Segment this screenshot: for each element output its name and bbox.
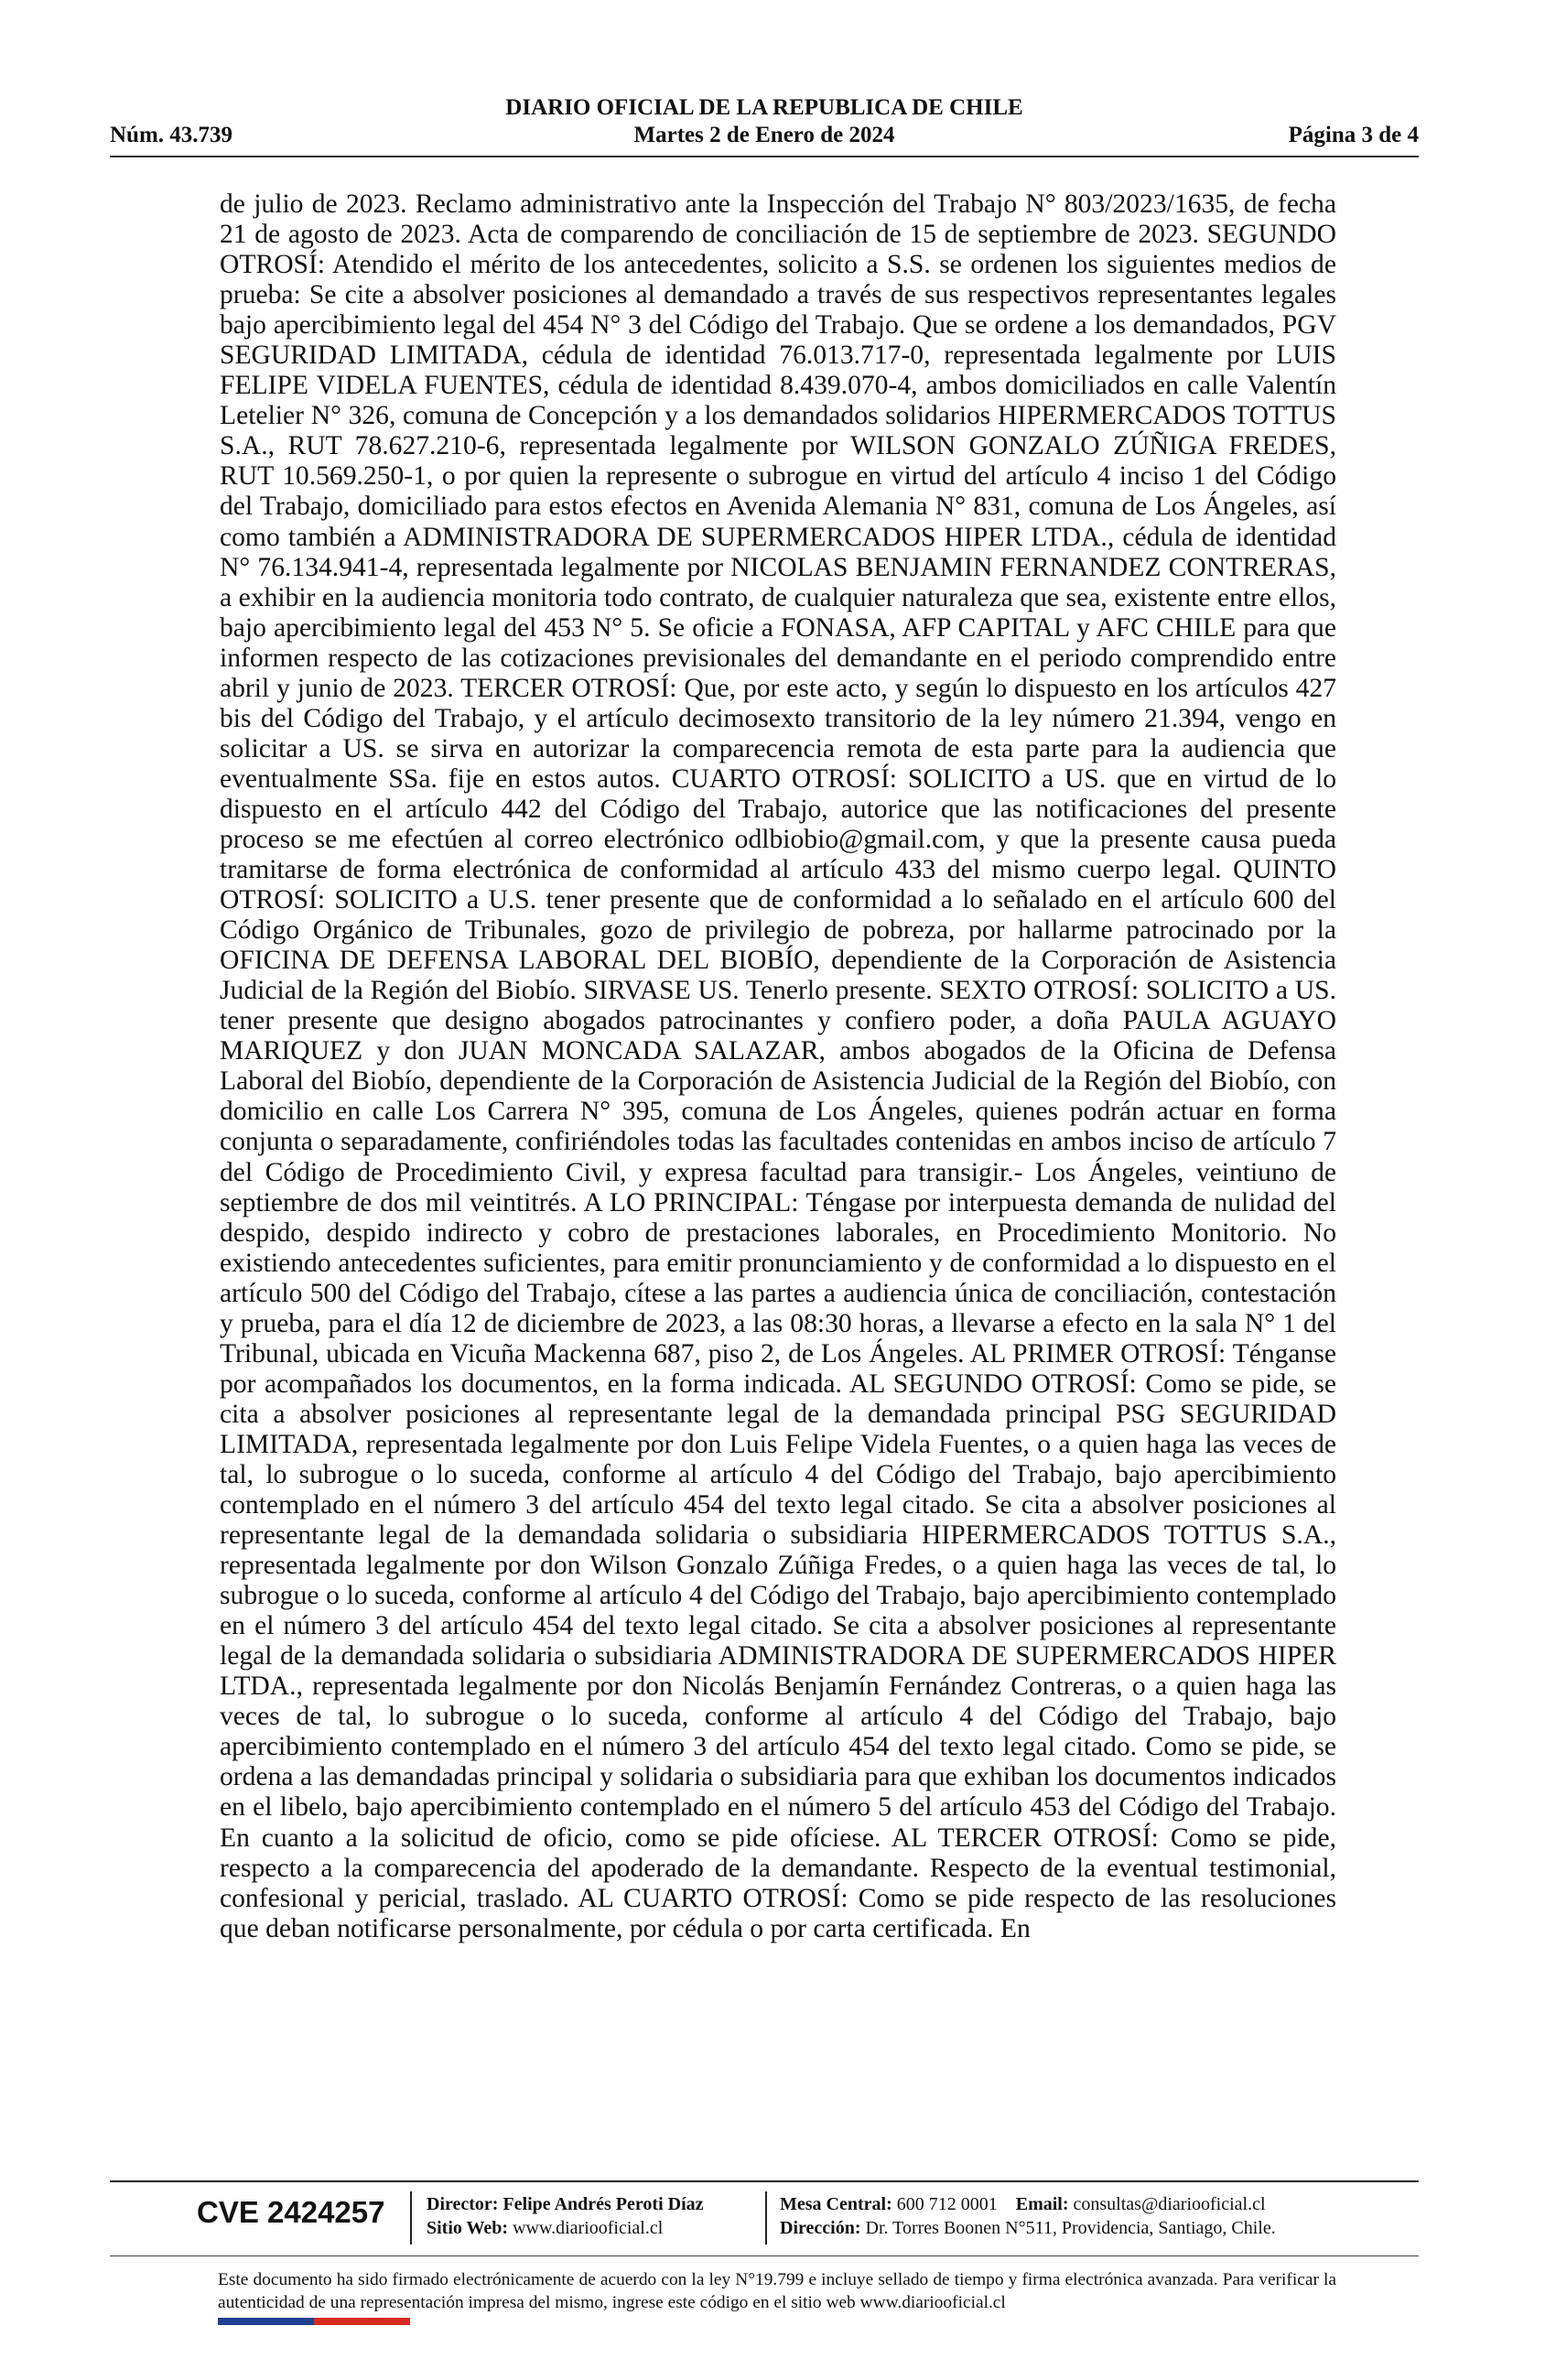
website-label: Sitio Web:	[427, 2218, 509, 2238]
footer-separator	[765, 2191, 767, 2245]
header-divider	[110, 156, 1419, 157]
footer-separator	[410, 2191, 412, 2245]
phone-number: 600 712 0001	[896, 2194, 998, 2214]
footer-director-block	[427, 2192, 704, 2240]
body-paragraph: de julio de 2023. Reclamo administrativo ante la Inspección del Trabajo N° 803/2023/1635, de fecha 21 de agosto de 2023. Acta de comparendo de conciliación de 15 de septiembre de 2023. SEGUNDO OTROSÍ: Atendido el mérito de los antecedentes, solicito a S.S. se ordenen los siguientes medios de prueba: Se cite a absolver posiciones al demandado a través de sus respectivos representantes legales bajo apercibimiento legal del 454 N° 3 del Código del Trabajo. Que se ordene a los demandados, PGV SEGURIDAD LIMITADA, cédula de identidad 76.013.717-0, representada legalmente por LUIS FELIPE VIDELA FUENTES, cédula de identidad 8.439.070-4, ambos domiciliados en calle Valentín Letelier N° 326, comuna de Concepción y a los demandados solidarios HIPERMERCADOS TOTTUS S.A., RUT 78.627.210-6, representada legalmente por WILSON GONZALO ZÚÑIGA FREDES, RUT 10.569.250-1, o por quien la represente o subrogue en virtud del artículo 4 inciso 1 del Código del Trabajo, domiciliado para estos efectos en Avenida Alemania N° 831, comuna de Los Ángeles, así como también a ADMINISTRADORA DE SUPERMERCADOS HIPER LTDA., cédula de identidad N° 76.134.941-4, representada legalmente por NICOLAS BENJAMIN FERNANDEZ CONTRERAS, a exhibir en la audiencia monitoria todo contrato, de cualquier naturaleza que sea, existente entre ellos, bajo apercibimiento legal del 453 N° 5. Se oficie a FONASA, AFP CAPITAL y AFC CHILE para que informen respecto de las cotizaciones previsionales del demandante en el periodo comprendido entre abril y junio de 2023. TERCER OTROSÍ: Que, por este acto, y según lo dispuesto en los artículos 427 bis del Código del Trabajo, y el artículo decimosexto transitorio de la ley número 21.394, vengo en solicitar a US. se sirva en autorizar la comparecencia remota de esta parte para la audiencia que eventualmente SSa. fije en estos autos. CUARTO OTROSÍ: SOLICITO a US. que en virtud de lo dispuesto en el artículo 442 del Código del Trabajo, autorice que las notificaciones del presente proceso se me efectúen al correo electrónico odlbiobio@gmail.com, y que la presente causa pueda tramitarse de forma electrónica de conformidad al artículo 433 del mismo cuerpo legal. QUINTO OTROSÍ: SOLICITO a U.S. tener presente que de conformidad a lo señalado en el artículo 600 del Código Orgánico de Tribunales, gozo de privilegio de pobreza, por hallarme patrocinado por la OFICINA DE DEFENSA LABORAL DEL BIOBÍO, dependiente de la Corporación de Asistencia Judicial de la Región del Biobío. SIRVASE US. Tenerlo presente. SEXTO OTROSÍ: SOLICITO a US. tener presente que designo abogados patrocinantes y confiero poder, a doña PAULA AGUAYO MARIQUEZ y don JUAN MONCADA SALAZAR, ambos abogados de la Oficina de Defensa Laboral del Biobío, dependiente de la Corporación de Asistencia Judicial de la Región del Biobío, con domicilio en calle Los Carrera N° 395, comuna de Los Ángeles, quienes podrán actuar en forma conjunta o separadamente, confiriéndoles todas las facultades contenidas en ambos inciso de artículo 7 del Código de Procedimiento Civil, y expresa facultad para transigir.- Los Ángeles, veintiuno de septiembre de dos mil veintitrés. A LO PRINCIPAL: Téngase por interpuesta demanda de nulidad del despido, despido indirecto y cobro de prestaciones laborales, en Procedimiento Monitorio. No existiendo antecedentes suficientes, para emitir pronunciamiento y de conformidad a lo dispuesto en el artículo 500 del Código del Trabajo, cítese a las partes a audiencia única de conciliación, contestación y prueba, para el día 12 de diciembre de 2023, a las 08:30 horas, a llevarse a efecto en la sala N° 1 del Tribunal, ubicada en Vicuña Mackenna 687, piso 2, de Los Ángeles. AL PRIMER OTROSÍ: Ténganse por acompañados los documentos, en la forma indicada. AL SEGUNDO OTROSÍ: Como se pide, se cita a absolver posiciones al representante legal de la demandada principal PSG SEGURIDAD LIMITADA, representada legalmente por don Luis Felipe Videla Fuentes, o a quien haga las veces de tal, lo subrogue o lo suceda, conforme al artículo 4 del Código del Trabajo, bajo apercibimiento contemplado en el número 3 del artículo 454 del texto legal citado. Se cita a absolver posiciones al representante legal de la demandada solidaria o subsidiaria HIPERMERCADOS TOTTUS S.A., representada legalmente por don Wilson Gonzalo Zúñiga Fredes, o a quien haga las veces de tal, lo subrogue o lo suceda, conforme al artículo 4 del Código del Trabajo, bajo apercibimiento contemplado en el número 3 del artículo 454 del texto legal citado. Se cita a absolver posiciones al representante legal de la demandada solidaria o subsidiaria ADMINISTRADORA DE SUPERMERCADOS HIPER LTDA., representada legalmente por don Nicolás Benjamín Fernández Contreras, o a quien haga las veces de tal, lo subrogue o lo suceda, conforme al artículo 4 del Código del Trabajo, bajo apercibimiento contemplado en el número 3 del artículo 454 del texto legal citado. Como se pide, se ordena a las demandadas principal y solidaria o subsidiaria para que exhiban los documentos indicados en el libelo, bajo apercibimiento contemplado en el número 5 del artículo 453 del Código del Trabajo. En cuanto a la solicitud de oficio, como se pide ofíciese. AL TERCER OTROSÍ: Como se pide, respecto a la comparecencia del apoderado de la demandante. Respecto de la eventual testimonial, confesional y pericial, traslado. AL CUARTO OTROSÍ: Como se pide respecto de las resoluciones que deban notificarse personalmente, por cédula o por carta certificada. En	[220, 189, 1336, 1943]
email-link[interactable]: consultas@diariooficial.cl	[1073, 2194, 1266, 2214]
website-link[interactable]: www.diariooficial.cl	[513, 2218, 664, 2238]
issue-date: Martes 2 de Enero de 2024	[633, 123, 895, 147]
issue-number: Núm. 43.739	[110, 123, 233, 147]
cve-code: CVE 2424257	[197, 2195, 385, 2229]
footer-contact-block	[780, 2192, 1276, 2240]
chile-flag-stripe	[218, 2318, 410, 2325]
legal-notice: Este documento ha sido firmado electrónicamente de acuerdo con la ley N°19.799 e incluye sellado de tiempo y firma electrónica avanzada. Para verificar la autenticidad de una representación impresa del mismo, ingrese este código en el sitio web www.diariooficial.cl	[218, 2270, 1336, 2312]
newspaper-title: DIARIO OFICIAL DE LA REPUBLICA DE CHILE	[505, 95, 1023, 120]
page-indicator: Página 3 de 4	[1288, 123, 1419, 147]
director-label: Director:	[427, 2194, 499, 2214]
document-body	[220, 189, 1336, 1944]
flag-red-segment	[314, 2318, 410, 2325]
director-name: Felipe Andrés Peroti Díaz	[502, 2194, 704, 2214]
address-label: Dirección:	[780, 2218, 861, 2238]
address-value: Dr. Torres Boonen N°511, Providencia, Santiago, Chile.	[865, 2218, 1276, 2238]
flag-blue-segment	[218, 2318, 314, 2325]
page-header	[110, 92, 1419, 156]
phone-label: Mesa Central:	[780, 2194, 892, 2214]
footer-divider	[110, 2180, 1419, 2182]
header-meta-row	[110, 123, 1419, 150]
email-label: Email:	[1015, 2194, 1069, 2214]
